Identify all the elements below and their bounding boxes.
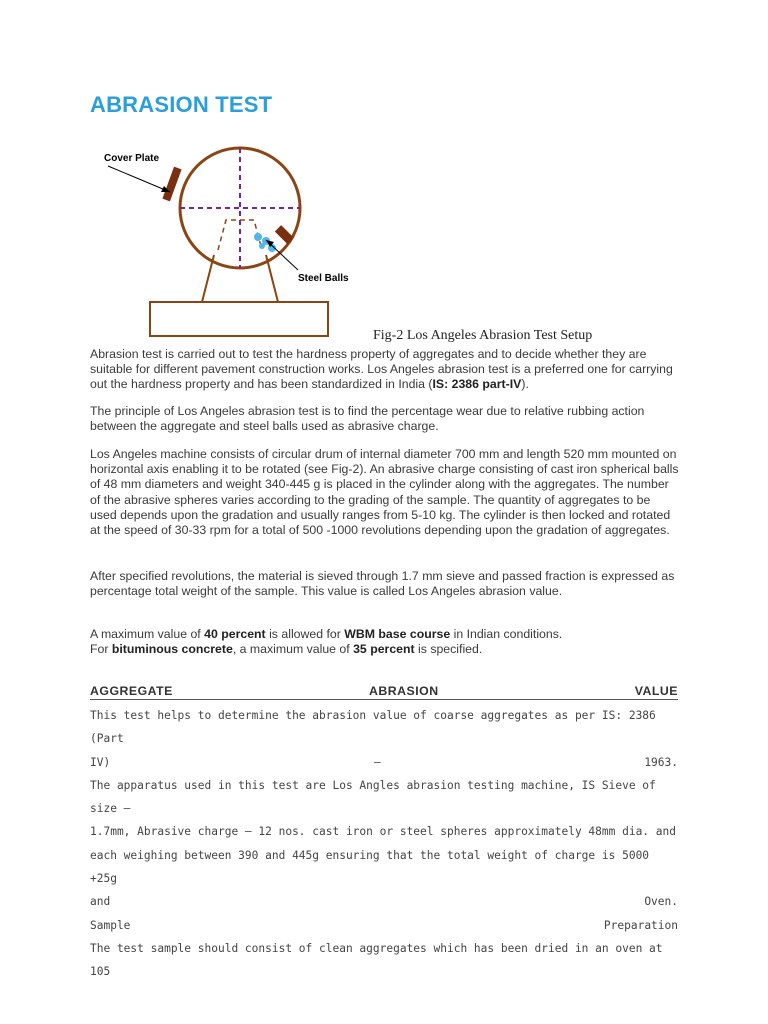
text-fragment: 1963. — [644, 755, 678, 769]
text-fragment: Oven. — [644, 895, 678, 909]
steel-ball — [254, 233, 262, 241]
figure-caption: Fig-2 Los Angeles Abrasion Test Setup — [373, 328, 593, 343]
paragraph-intro: Abrasion test is carried out to test the hardness property of aggregates and to decide whether they are suitable for different pavement construction works. Los Angeles abrasion test is a preferred one for carrying out the hardness property and has been standardized in India (IS: 2386 part-IV). — [90, 347, 673, 392]
heading-word: ABRASION — [368, 684, 439, 698]
steel-ball — [259, 243, 265, 249]
drum-leg-right — [266, 255, 278, 302]
text-line: each weighing between 390 and 445g ensuring that the total weight of charge is 5000 +25g — [90, 848, 650, 886]
abrasion-test-figure — [98, 140, 349, 340]
text-fragment: – — [373, 755, 381, 769]
paragraph-limits: A maximum value of 40 percent is allowed for WBM base course in Indian conditions. For bituminous concrete, a maximum value of 35 percent is specified. — [90, 627, 563, 657]
text-line: The test sample should consist of clean aggregates which has been dried in an oven at 105 — [90, 941, 663, 979]
drum-leg-left — [202, 255, 214, 302]
text-fragment: and — [90, 895, 111, 909]
cover-plate-label: Cover Plate — [104, 153, 160, 164]
text-line: This test helps to determine the abrasion value of coarse aggregates as per IS: 2386 (Part — [90, 709, 656, 746]
text-fragment: IV) — [90, 755, 111, 769]
text-line — [90, 914, 678, 937]
paragraph-machine: Los Angeles machine consists of circular drum of internal diameter 700 mm and length 520 mm mounted on horizontal axis enabling it to be rotated (see Fig-2). An abrasive charge consisting of cast iron spherical balls of 48 mm diameters and weight 340-445 g is placed in the cylinder along with the aggregates. The number of the abrasive spheres varies according to the grading of the sample. The quantity of aggregates to be used depends upon the gradation and usually ranges from 5-10 kg. The cylinder is then locked and rotated at the speed of 30-33 rpm for a total of 500 -1000 revolutions depending upon the gradation of aggregates. — [90, 447, 679, 538]
steel-balls-label: Steel Balls — [298, 273, 349, 284]
text-line: 1.7mm, Abrasive charge – 12 nos. cast iron or steel spheres approximately 48mm dia. and — [90, 825, 676, 839]
text-line: The apparatus used in this test are Los Angles abrasion testing machine, IS Sieve of size – — [90, 778, 656, 816]
text-fragment: Preparation — [603, 918, 678, 932]
cover-plate-arrow — [108, 166, 170, 192]
base-platform — [150, 302, 328, 336]
paragraph-principle: The principle of Los Angeles abrasion test is to find the percentage wear due to relative rubbing action between the aggregate and steel balls used as abrasive charge. — [90, 404, 645, 434]
paragraph-sieve: After specified revolutions, the material is sieved through 1.7 mm sieve and passed fraction is expressed as percentage total weight of the sample. This value is called Los Angeles abrasion value. — [90, 569, 675, 599]
text-fragment: Sample — [90, 918, 131, 932]
heading-word: AGGREGATE — [90, 684, 173, 698]
text-line — [90, 890, 678, 913]
text-line — [90, 751, 678, 774]
section-heading-aggregate-abrasion-value — [90, 684, 678, 700]
page-title: ABRASION TEST — [90, 92, 273, 117]
heading-word: VALUE — [634, 684, 678, 698]
test-description — [90, 704, 678, 984]
cover-plate — [162, 167, 181, 202]
